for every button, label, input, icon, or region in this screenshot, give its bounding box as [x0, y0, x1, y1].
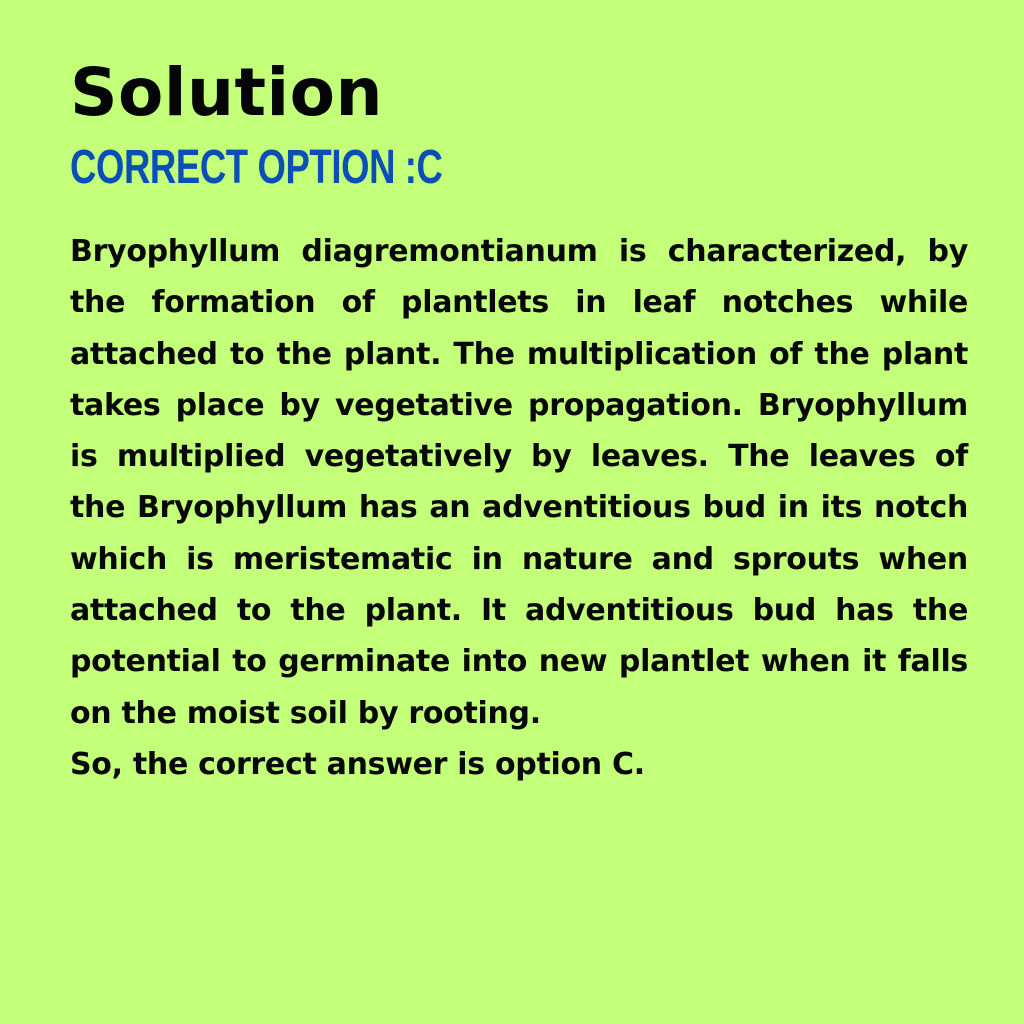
solution-card	[70, 52, 968, 790]
answer-conclusion: So, the correct answer is option C.	[70, 746, 645, 782]
explanation-paragraph: Bryophyllum diagremontianum is characterized, by the formation of plantlets in leaf notches while attached to the plant. The multiplication of the plant takes place by vegetative propagation. Bryophyllum is multiplied vegetatively by leaves. The leaves of the Bryophyllum has an adventitious bud in its notch which is meristematic in nature and sprouts when attached to the plant. It adventitious bud has the potential to germinate into new plantlet when it falls on the moist soil by rooting.	[70, 234, 968, 731]
correct-option-label: CORRECT OPTION :C	[70, 141, 443, 194]
page-title: Solution	[70, 54, 383, 131]
